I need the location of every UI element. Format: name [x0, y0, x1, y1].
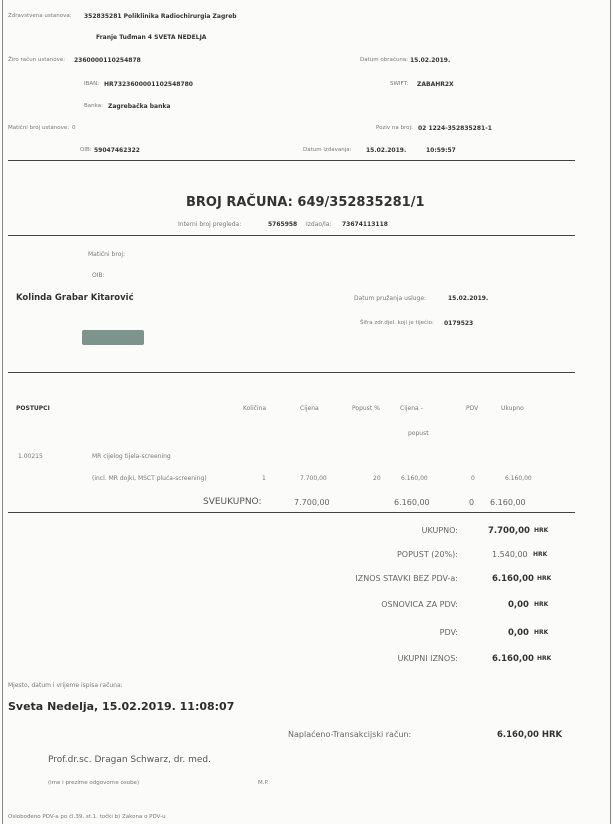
service-date-label: Datum pružanja usluge:	[354, 295, 427, 302]
total-label-1: UKUPNO:	[421, 526, 458, 535]
issue-time-value: 10:59:57	[426, 147, 456, 154]
service-date-value: 15.02.2019.	[448, 295, 489, 302]
calc-date-label: Datum obračuna:	[360, 57, 409, 63]
col-discount: Popust %	[352, 405, 380, 412]
iban-label: IBAN:	[84, 81, 100, 87]
patient-divider	[8, 372, 575, 373]
row-vat: 0	[471, 475, 475, 482]
patient-registration-label: Matični broj:	[88, 251, 126, 258]
row-discount: 20	[373, 475, 381, 482]
bank-value: Zagrebačka banka	[108, 103, 171, 110]
total-value-6: 6.160,00	[492, 654, 534, 664]
reference-value: 02 1224-352835281-1	[418, 125, 492, 132]
issued-by-value: 73674113118	[342, 221, 388, 228]
total-currency-6: HRK	[537, 655, 552, 662]
payment-value: 6.160,00 HRK	[497, 730, 563, 740]
total-currency-3: HRK	[537, 575, 552, 582]
invoice-title: BROJ RAČUNA: 649/352835281/1	[186, 195, 425, 210]
total-label-2: POPUST (20%):	[396, 550, 458, 559]
redacted-block	[82, 330, 144, 345]
row-description-1: MR cijelog tijela-screening	[92, 453, 171, 460]
page-edge-left	[2, 0, 3, 824]
sum-price-discount: 6.160,00	[394, 498, 430, 507]
iban-value: HR7323600001102548780	[104, 81, 193, 88]
row-total: 6.160,00	[505, 475, 532, 482]
sum-vat: 0	[469, 498, 475, 507]
patient-oib-label: OIB:	[92, 272, 105, 279]
internal-number-label: Interni broj pregleda:	[178, 221, 242, 228]
total-currency-1: HRK	[534, 527, 549, 534]
institution-label: Zdravstvena ustanova:	[8, 13, 72, 19]
oib-value: 59047462322	[94, 147, 140, 154]
calc-date-value: 15.02.2019.	[410, 57, 451, 64]
sum-total: 6.160,00	[490, 498, 526, 507]
col-price: Cijena	[300, 405, 319, 412]
title-divider	[8, 235, 575, 236]
col-price-discount: Cijena -	[400, 405, 423, 412]
vat-exemption-note: Oslobođeno PDV-a po čl.39. st.1. točki b) Zakona o PDV-u	[8, 814, 166, 820]
reference-label: Poziv na broj:	[376, 125, 413, 131]
row-quantity: 1	[262, 475, 266, 482]
row-description-2: (incl. MR dojki, MSCT pluća-screening)	[92, 475, 207, 482]
total-value-1: 7.700,00	[488, 526, 530, 536]
institution-name: 352835281 Poliklinika Radiochirurgia Zagreb	[84, 13, 237, 20]
registration-label: Matični broj ustanove:	[8, 125, 70, 131]
page-edge-right	[610, 0, 611, 824]
issue-date-label: Datum izdavanja:	[303, 147, 352, 153]
doctor-caption: (ime i prezime odgovorne osobe)	[48, 780, 140, 786]
total-value-3: 6.160,00	[492, 574, 534, 584]
total-label-5: PDV:	[439, 628, 458, 637]
total-value-2: 1.540,00	[492, 550, 528, 559]
doctor-code-label: Šifra zdr.djel. koji je tijećio:	[360, 320, 434, 326]
account-label: Žiro račun ustanove:	[8, 57, 66, 63]
col-vat: PDV	[466, 405, 479, 412]
patient-name: Kolinda Grabar Kitarović	[16, 293, 134, 303]
row-price-discount: 6.160,00	[401, 475, 428, 482]
place-label: Mjesto, datum i vrijeme ispisa računa:	[8, 682, 123, 689]
doctor-code-value: 0179523	[444, 320, 474, 327]
header-divider	[8, 160, 575, 161]
total-label-3: IZNOS STAVKI BEZ PDV-a:	[355, 574, 458, 583]
col-total: Ukupno	[501, 405, 524, 412]
stamp-label: M.P.	[258, 780, 269, 786]
total-currency-5: HRK	[534, 629, 549, 636]
col-procedures: POSTUPCI	[16, 405, 50, 412]
internal-number-value: 5765958	[268, 221, 298, 228]
total-currency-4: HRK	[534, 601, 549, 608]
place-date-value: Sveta Nedelja, 15.02.2019. 11:08:07	[8, 700, 235, 713]
swift-label: SWIFT:	[390, 81, 409, 87]
col-price-discount-2: popust	[408, 430, 429, 437]
total-label-4: OSNOVICA ZA PDV:	[381, 600, 458, 609]
swift-value: ZABAHR2X	[417, 81, 454, 88]
institution-address: Franje Tuđman 4 SVETA NEDELJA	[96, 34, 207, 41]
sum-label: SVEUKUPNO:	[203, 497, 262, 507]
col-quantity: Količina	[243, 405, 267, 412]
oib-label: OIB:	[80, 147, 92, 153]
registration-value: 0	[72, 125, 76, 131]
account-value: 2360000110254878	[74, 57, 141, 64]
issue-date-value: 15.02.2019.	[366, 147, 407, 154]
total-label-6: UKUPNI IZNOS:	[397, 654, 458, 663]
issued-by-label: Izdao/la:	[306, 221, 332, 228]
bank-label: Banka:	[84, 103, 103, 109]
total-currency-2: HRK	[533, 551, 548, 558]
row-code: 1.00215	[18, 453, 43, 460]
payment-label: Naplaćeno-Transakcijski račun:	[288, 730, 412, 739]
sum-price: 7.700,00	[294, 498, 330, 507]
total-value-5: 0,00	[508, 628, 529, 638]
row-price: 7.700,00	[300, 475, 327, 482]
total-value-4: 0,00	[508, 600, 529, 610]
table-divider	[8, 512, 575, 513]
doctor-name: Prof.dr.sc. Dragan Schwarz, dr. med.	[48, 755, 211, 765]
